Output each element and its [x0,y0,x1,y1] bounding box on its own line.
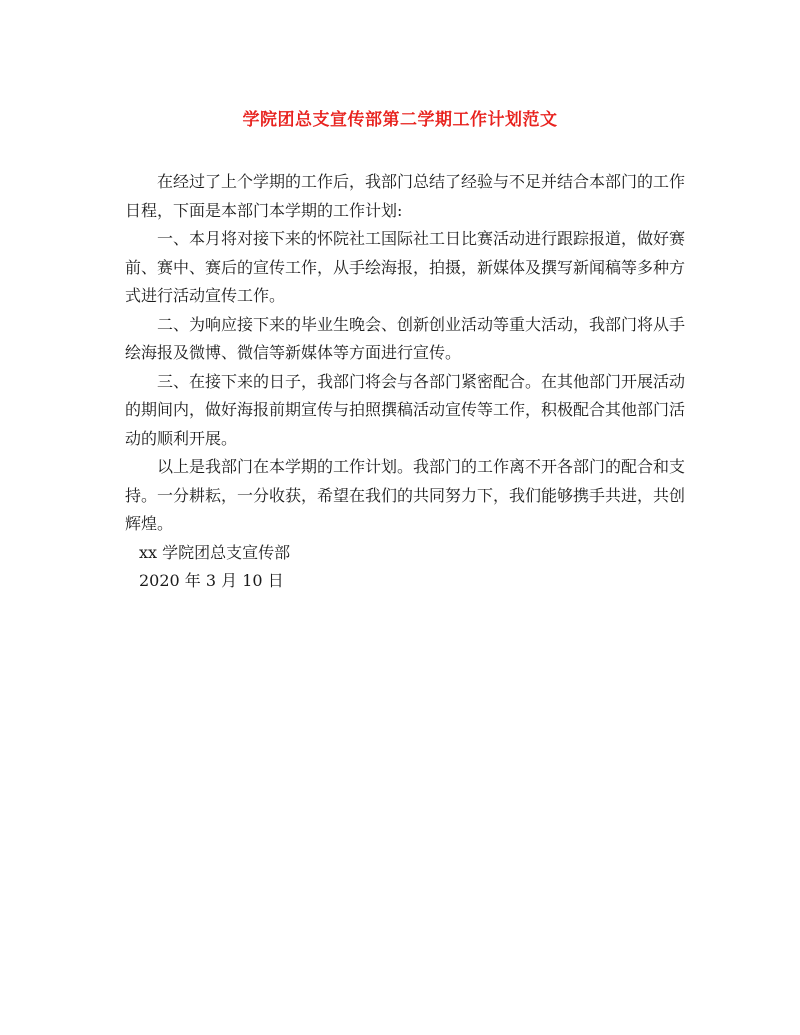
signature-date: 2020 年 3 月 10 日 [139,571,284,590]
paragraph-conclusion: 以上是我部门在本学期的工作计划。我部门的工作离不开各部门的配合和支持。一分耕耘，一分收获，希望在我们的共同努力下，我们能够携手共进，共创辉煌。 [125,457,686,533]
paragraph-item-2: 二、为响应接下来的毕业生晚会、创新创业活动等重大活动，我部门将从手绘海报及微博、微信等新媒体等方面进行宣传。 [125,314,686,362]
paragraph-item-3: 三、在接下来的日子，我部门将会与各部门紧密配合。在其他部门开展活动的期间内，做好海报前期宣传与拍照撰稿活动宣传等工作，积极配合其他部门活动的顺利开展。 [125,371,686,448]
paragraph-intro: 在经过了上个学期的工作后，我部门总结了经验与不足并结合本部门的工作日程，下面是本部门本学期的工作计划: [125,172,686,220]
document-body [125,168,685,596]
document-title: 学院团总支宣传部第二学期工作计划范文 [242,110,558,130]
signature-department: xx 学院团总支宣传部 [139,542,291,562]
paragraph-item-1: 一、本月将对接下来的怀院社工国际社工日比赛活动进行跟踪报道，做好赛前、赛中、赛后的宣传工作，从手绘海报，拍摄，新媒体及撰写新闻稿等多种方式进行活动宣传工作。 [125,229,686,305]
